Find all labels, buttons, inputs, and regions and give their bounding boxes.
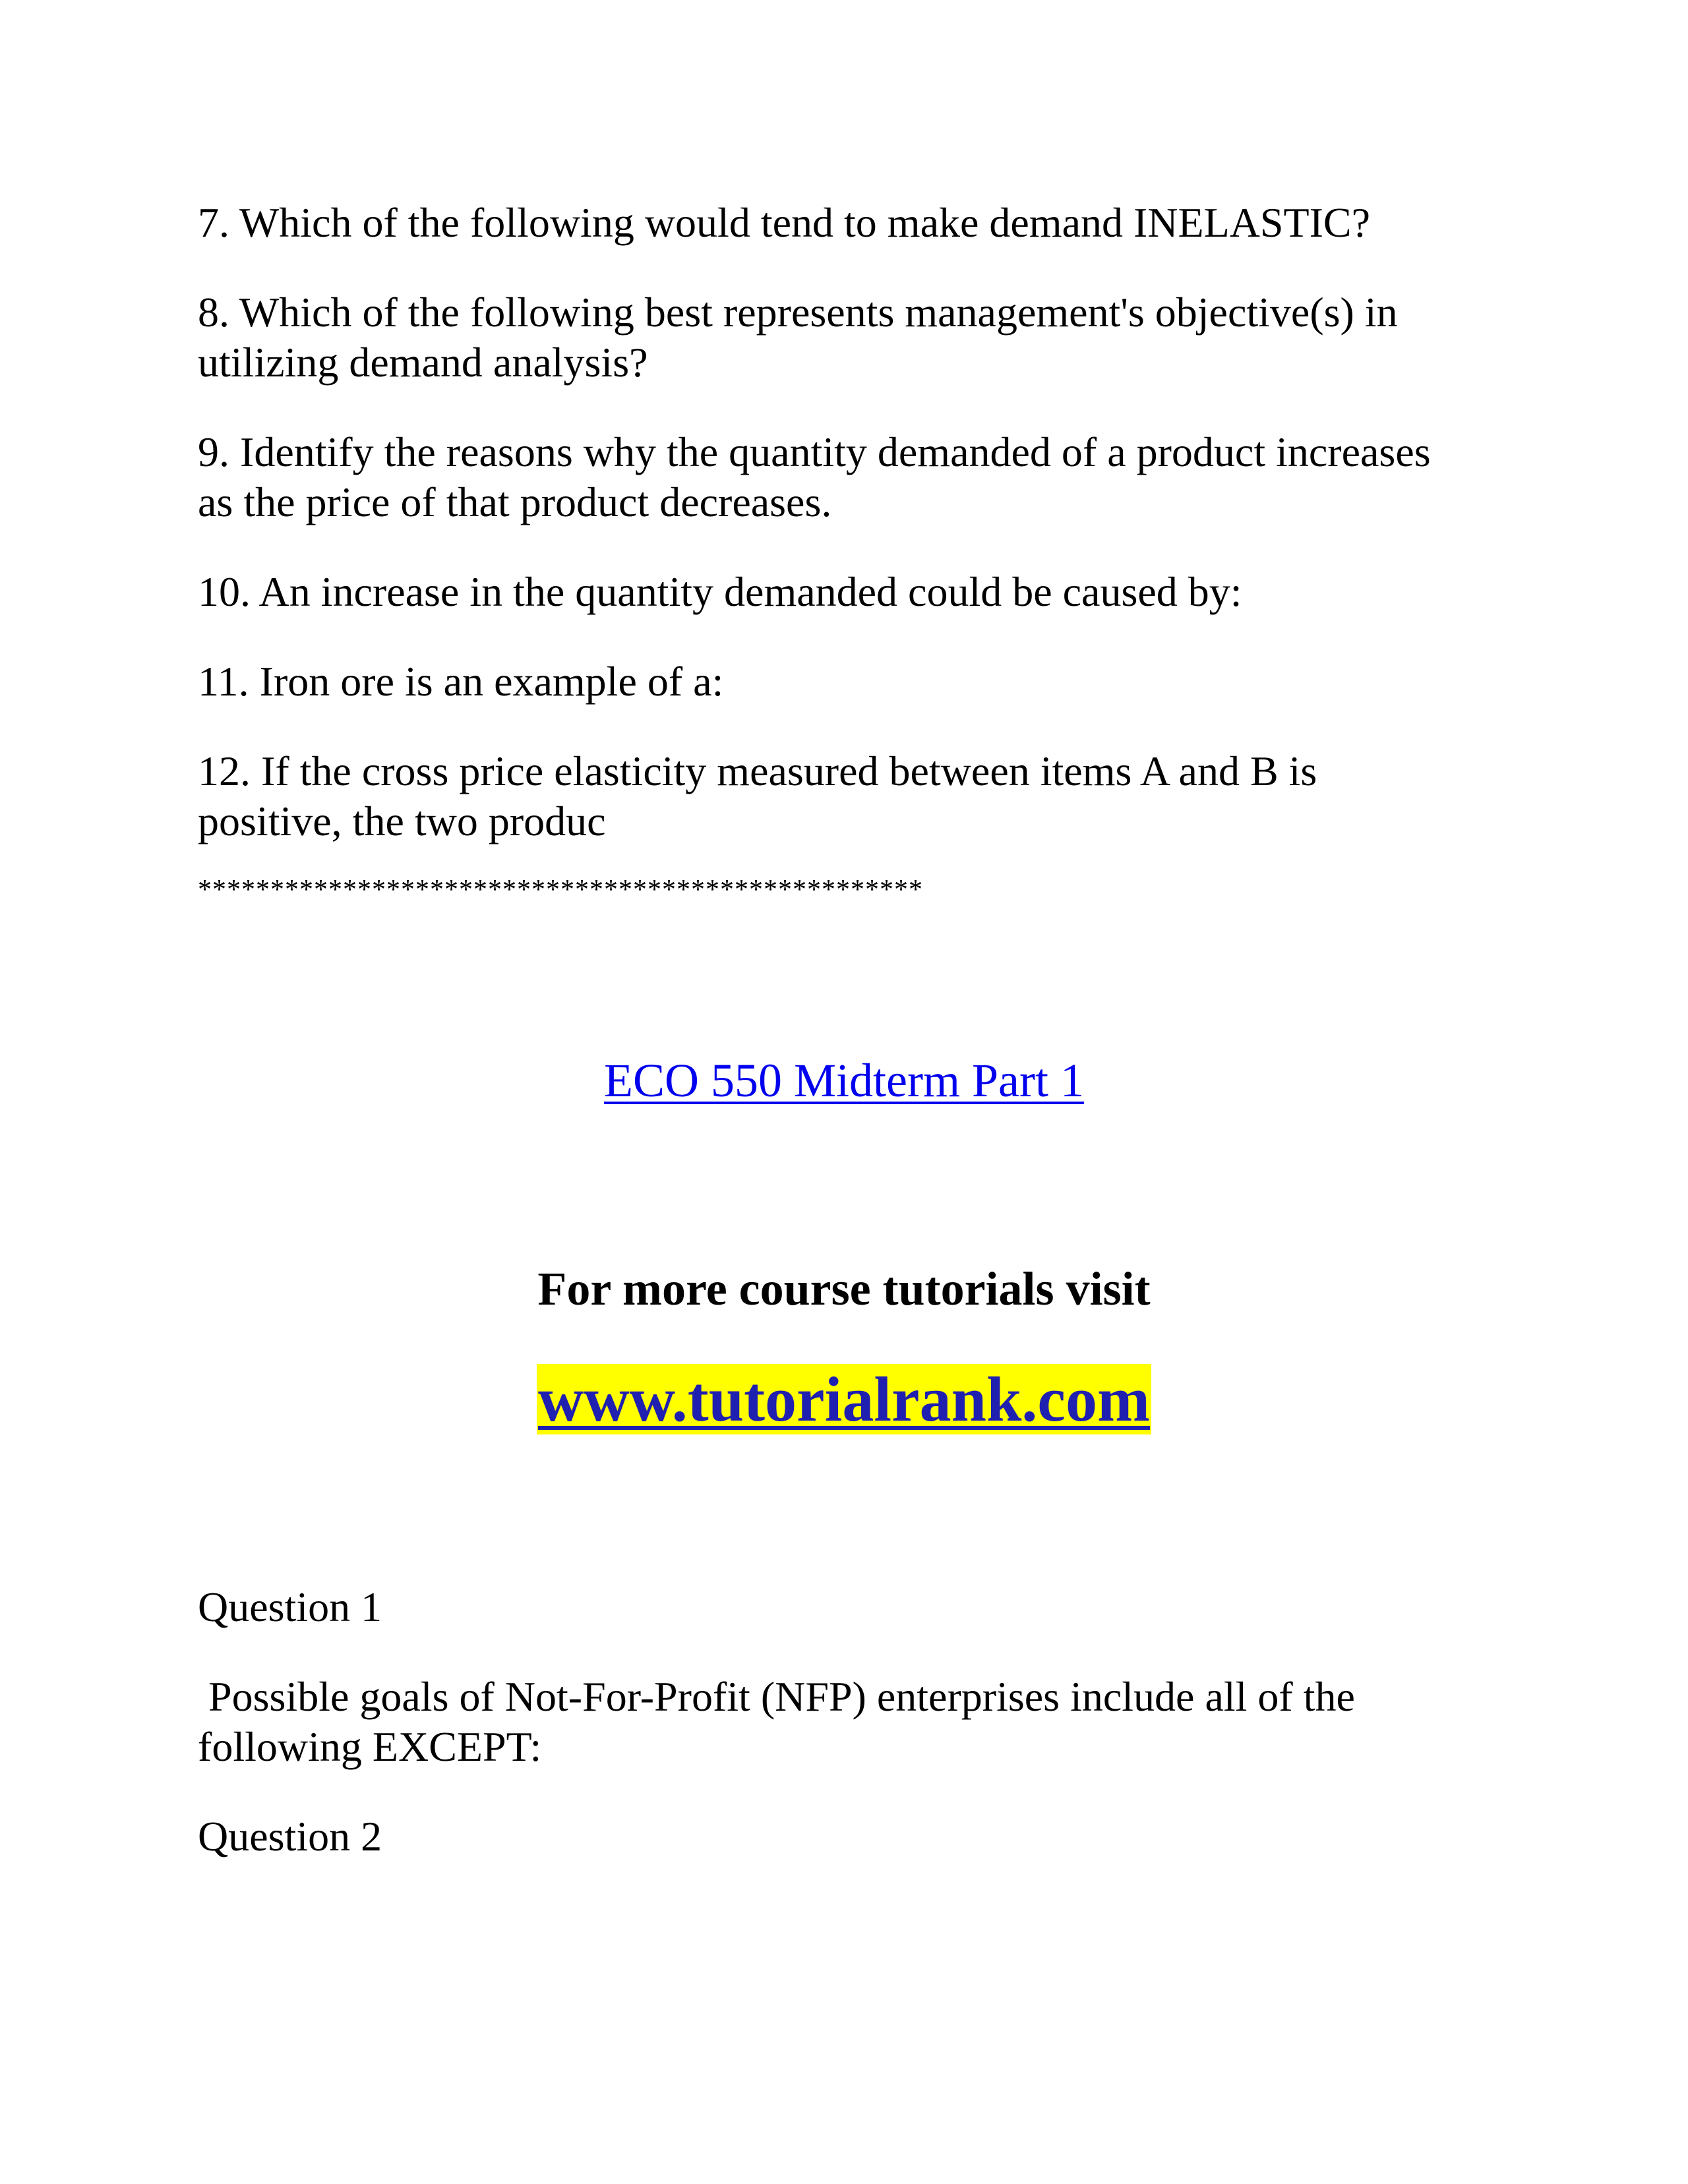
promo-text: For more course tutorials visit [537,1262,1151,1315]
question-9: 9. Identify the reasons why the quantity demanded of a product increases as the price of that product decreases. [198,428,1431,525]
promo-row [0,1260,1688,1317]
separator-line: ************************************************** [198,875,923,905]
question-8: 8. Which of the following best represents management's objective(s) in utilizing demand analysis? [198,289,1398,386]
site-link-row [0,1363,1688,1436]
course-link[interactable]: ECO 550 Midterm Part 1 [604,1054,1084,1107]
question-10: 10. An increase in the quantity demanded could be caused by: [198,568,1242,615]
question-7: 7. Which of the following would tend to make demand INELASTIC? [198,199,1370,246]
question-2-heading: Question 2 [198,1813,382,1860]
site-link[interactable]: www.tutorialrank.com [538,1364,1150,1434]
question-11: 11. Iron ore is an example of a: [198,658,724,705]
question-1-text: Possible goals of Not-For-Profit (NFP) enterprises include all of the following EXCEPT: [198,1673,1355,1770]
question-1-heading: Question 1 [198,1583,382,1630]
course-link-row [0,1052,1688,1109]
question-12: 12. If the cross price elasticity measured between items A and B is positive, the two produc [198,748,1317,844]
